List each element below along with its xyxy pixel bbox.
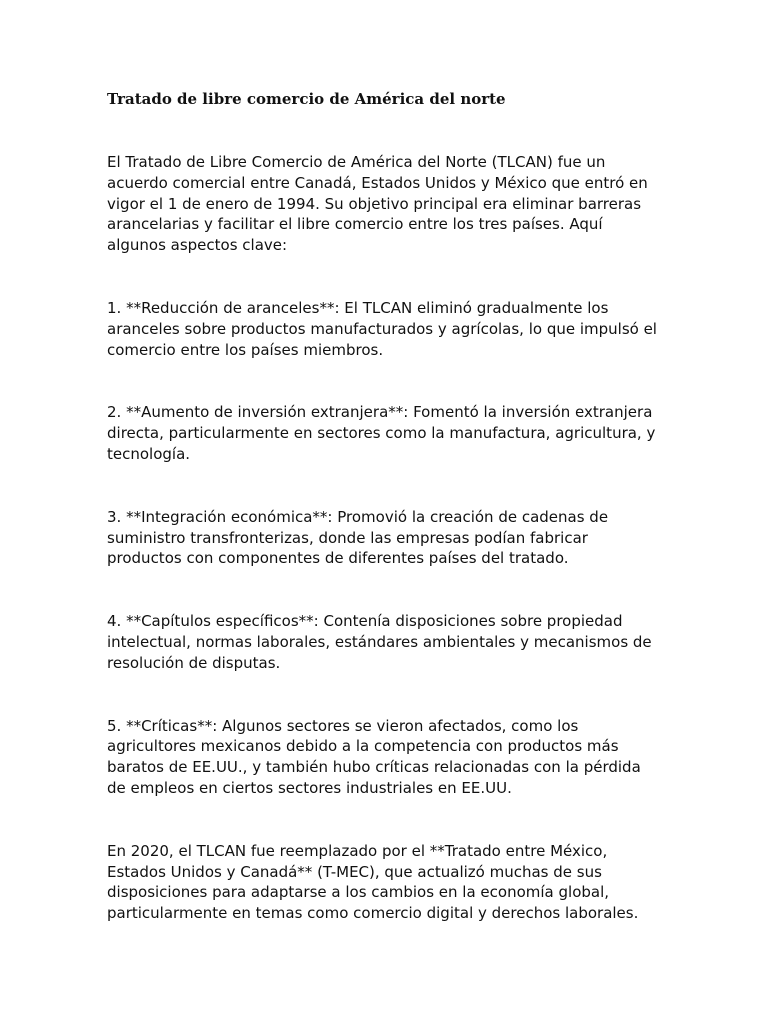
point-capitulos-especificos: 4. **Capítulos específicos**: Contenía disposiciones sobre propiedad intelectual, normas laborales, estándares ambientales y mecanismos de resolución de disputas. xyxy=(107,612,652,672)
point-criticas: 5. **Críticas**: Algunos sectores se vieron afectados, como los agricultores mexicanos debido a la competencia con productos más baratos de EE.UU., y también hubo críticas relacionadas con la pérdida de empleos en ciertos sectores industriales en EE.UU. xyxy=(107,716,641,797)
conclusion-paragraph: En 2020, el TLCAN fue reemplazado por el **Tratado entre México, Estados Unidos y Canadá** (T-MEC), que actualizó muchas de sus disposiciones para adaptarse a los cambios en la economía global, particularmente en temas como comercio digital y derechos laborales. xyxy=(107,841,639,923)
intro-paragraph: El Tratado de Libre Comercio de América del Norte (TLCAN) fue un acuerdo comercial entre Canadá, Estados Unidos y México que entró en vigor el 1 de enero de 1994. Su objetivo principal era eliminar barreras arancelarias y facilitar el libre comercio entre los tres países. Aquí algunos aspectos clave: xyxy=(107,153,648,255)
document-page xyxy=(107,89,682,924)
point-inversion-extranjera: 2. **Aumento de inversión extranjera**: Fomentó la inversión extranjera directa, particularmente en sectores como la manufactura, agricultura, y tecnología. xyxy=(107,403,656,463)
point-reduccion-aranceles: 1. **Reducción de aranceles**: El TLCAN eliminó gradualmente los aranceles sobre productos manufacturados y agrícolas, lo que impulsó el comercio entre los países miembros. xyxy=(107,298,657,359)
point-integracion-economica: 3. **Integración económica**: Promovió la creación de cadenas de suministro transfronterizas, donde las empresas podían fabricar productos con componentes de diferentes países del tratado. xyxy=(107,507,609,568)
document-title: Tratado de libre comercio de América del norte xyxy=(107,90,506,108)
